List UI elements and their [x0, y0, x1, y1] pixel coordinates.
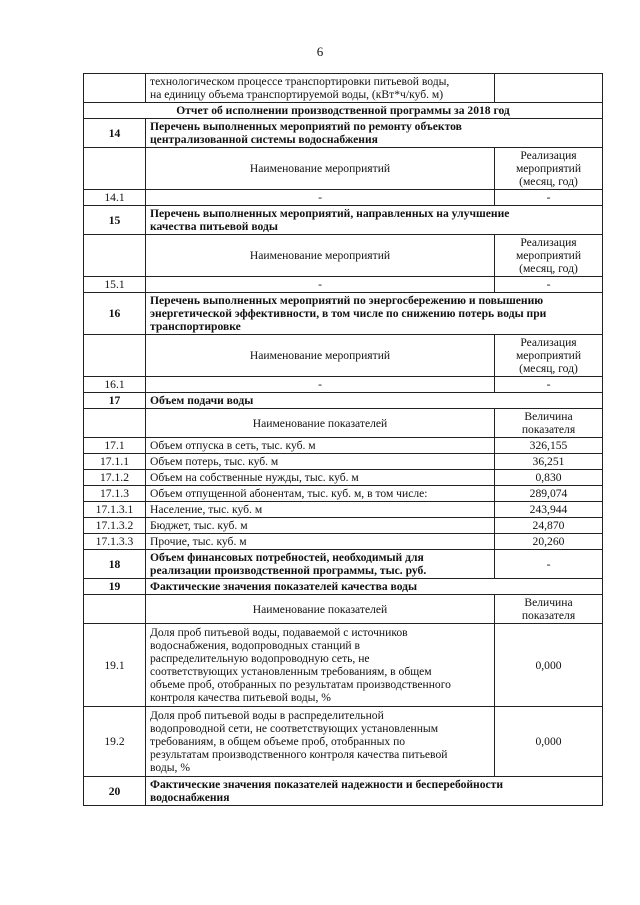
- row-name: Объем потерь, тыс. куб. м: [146, 454, 495, 470]
- section-number: 15: [84, 206, 146, 235]
- table-row: [84, 707, 603, 777]
- section-title: Фактические значения показателей качества воды: [146, 579, 603, 595]
- column-header-value: Величина показателя: [495, 409, 603, 438]
- column-header-impl: Реализация мероприятий (месяц, год): [495, 235, 603, 277]
- column-header-row: [84, 595, 603, 624]
- row-name: -: [146, 190, 495, 206]
- section-header-18: [84, 550, 603, 579]
- row-number: 17.1.3: [84, 486, 146, 502]
- row-number: 17.1.2: [84, 470, 146, 486]
- row-name: Население, тыс. куб. м: [146, 502, 495, 518]
- row-number: 19.2: [84, 707, 146, 777]
- row-name: Объем отпущенной абонентам, тыс. куб. м, в том числе:: [146, 486, 495, 502]
- section-title: Фактические значения показателей надежности и бесперебойности водоснабжения: [146, 777, 603, 806]
- section-number: 14: [84, 119, 146, 148]
- section-number: 20: [84, 777, 146, 806]
- column-header-impl: Реализация мероприятий (месяц, год): [495, 335, 603, 377]
- section-header-20: [84, 777, 603, 806]
- table-row: [84, 518, 603, 534]
- row-name: Доля проб питьевой воды в распределительной водопроводной сети, не соответствующих установленным требованиям, в общем объеме проб, отобранных по результатам производственного контроля качества питьевой воды, %: [146, 707, 495, 777]
- table-row: [84, 277, 603, 293]
- column-header-name: Наименование мероприятий: [146, 235, 495, 277]
- column-header-row: [84, 235, 603, 277]
- column-header-name: Наименование показателей: [146, 595, 495, 624]
- row-value: 36,251: [495, 454, 603, 470]
- section-header-19: [84, 579, 603, 595]
- table-row: [84, 190, 603, 206]
- table-row: [84, 103, 603, 119]
- section-header-15: [84, 206, 603, 235]
- row-name: Доля проб питьевой воды, подаваемой с источников водоснабжения, водопроводных станций в распределительную водопроводную сеть, не соответствующих установленным требованиям, в общем объеме проб, отобранных по результатам производственного контроля качества питьевой воды, %: [146, 624, 495, 707]
- row-number: 14.1: [84, 190, 146, 206]
- table-row: [84, 377, 603, 393]
- table-row: [84, 438, 603, 454]
- table-row: [84, 624, 603, 707]
- row-name: Объем на собственные нужды, тыс. куб. м: [146, 470, 495, 486]
- row-value: 0,000: [495, 707, 603, 777]
- section-header-14: [84, 119, 603, 148]
- table-row: [84, 470, 603, 486]
- section-title: Перечень выполненных мероприятий, направленных на улучшение качества питьевой воды: [146, 206, 603, 235]
- section-title: Объем финансовых потребностей, необходимый для реализации производственной программы, тыс. руб.: [146, 550, 495, 579]
- continuation-text: технологическом процессе транспортировки питьевой воды, на единицу объема транспортируемой воды, (кВт*ч/куб. м): [146, 74, 495, 103]
- section-header-17: [84, 393, 603, 409]
- section-title: Объем подачи воды: [146, 393, 603, 409]
- table-row: [84, 502, 603, 518]
- row-value: -: [495, 190, 603, 206]
- column-header-row: [84, 148, 603, 190]
- table-row: [84, 74, 603, 103]
- row-number: 17.1.3.3: [84, 534, 146, 550]
- row-value: 20,260: [495, 534, 603, 550]
- column-header-value: Величина показателя: [495, 595, 603, 624]
- row-number: 16.1: [84, 377, 146, 393]
- row-value: -: [495, 277, 603, 293]
- row-value: 326,155: [495, 438, 603, 454]
- section-number: 19: [84, 579, 146, 595]
- report-title: Отчет об исполнении производственной программы за 2018 год: [84, 103, 603, 119]
- row-value: 24,870: [495, 518, 603, 534]
- row-name: Прочие, тыс. куб. м: [146, 534, 495, 550]
- row-value: 0,830: [495, 470, 603, 486]
- row-value: 243,944: [495, 502, 603, 518]
- section-number: 16: [84, 293, 146, 335]
- row-value: -: [495, 550, 603, 579]
- column-header-row: [84, 409, 603, 438]
- row-name: -: [146, 277, 495, 293]
- table-row: [84, 454, 603, 470]
- section-header-16: [84, 293, 603, 335]
- table-row: [84, 486, 603, 502]
- column-header-name: Наименование мероприятий: [146, 148, 495, 190]
- row-name: Объем отпуска в сеть, тыс. куб. м: [146, 438, 495, 454]
- row-value: -: [495, 377, 603, 393]
- section-title: Перечень выполненных мероприятий по ремонту объектов централизованной системы водоснабжения: [146, 119, 603, 148]
- page-number: 6: [316, 44, 324, 59]
- column-header-impl: Реализация мероприятий (месяц, год): [495, 148, 603, 190]
- row-number: 17.1.3.2: [84, 518, 146, 534]
- row-number: 19.1: [84, 624, 146, 707]
- section-title: Перечень выполненных мероприятий по энергосбережению и повышению энергетической эффективности, в том числе по снижению потерь воды при транспортировке: [146, 293, 603, 335]
- column-header-name: Наименование показателей: [146, 409, 495, 438]
- row-value: 289,074: [495, 486, 603, 502]
- row-name: Бюджет, тыс. куб. м: [146, 518, 495, 534]
- row-value: 0,000: [495, 624, 603, 707]
- row-name: -: [146, 377, 495, 393]
- production-program-table: [83, 73, 603, 806]
- row-number: 17.1.3.1: [84, 502, 146, 518]
- column-header-row: [84, 335, 603, 377]
- section-number: 17: [84, 393, 146, 409]
- table-row: [84, 534, 603, 550]
- row-number: 15.1: [84, 277, 146, 293]
- row-number: 17.1: [84, 438, 146, 454]
- section-number: 18: [84, 550, 146, 579]
- column-header-name: Наименование мероприятий: [146, 335, 495, 377]
- row-number: 17.1.1: [84, 454, 146, 470]
